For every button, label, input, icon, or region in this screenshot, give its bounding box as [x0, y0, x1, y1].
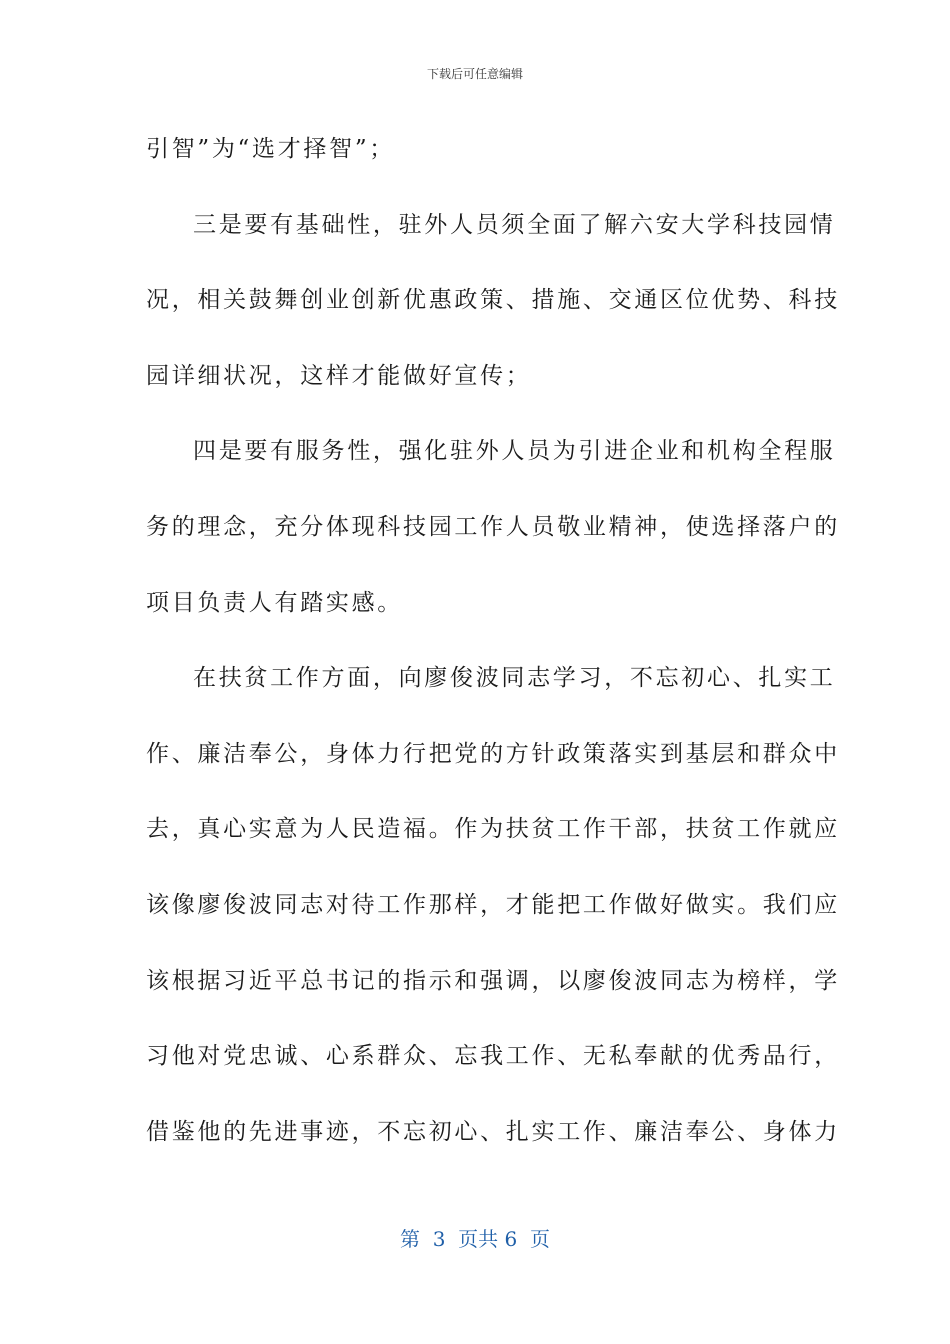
text-line: 四是要有服务性，强化驻外人员为引进企业和机构全程服 — [193, 438, 836, 465]
text-line: 况，相关鼓舞创业创新优惠政策、措施、交通区位优势、科技 — [146, 287, 840, 314]
text-line: 项目负责人有踏实感。 — [146, 589, 403, 616]
text-line: 该像廖俊波同志对待工作那样，才能把工作做好做实。我们应 — [146, 891, 840, 918]
end-label: 页 — [529, 1227, 550, 1251]
text-line: 去，真心实意为人民造福。作为扶贫工作干部，扶贫工作就应 — [146, 816, 840, 843]
text-line: 在扶贫工作方面，向廖俊波同志学习，不忘初心、扎实工 — [193, 665, 836, 692]
text-line: 借鉴他的先进事迹，不忘初心、扎实工作、廉洁奉公、身体力 — [146, 1118, 840, 1145]
text-line: 三是要有基础性，驻外人员须全面了解六安大学科技园情 — [193, 211, 836, 238]
page-footer — [0, 1226, 950, 1252]
paragraph — [146, 188, 840, 415]
page-header: 下载后可任意编辑 — [426, 67, 523, 81]
page-label: 第 — [400, 1227, 420, 1251]
total-pages-number: 6 — [504, 1227, 518, 1251]
paragraph — [146, 112, 806, 188]
text-line: 园详细状况，这样才能做好宣传； — [146, 362, 532, 389]
text-line: 务的理念，充分体现科技园工作人员敬业精神，使选择落户的 — [146, 513, 840, 540]
text-line: 作、廉洁奉公，身体力行把党的方针政策落实到基层和群众中 — [146, 740, 840, 767]
paragraph — [146, 641, 840, 1170]
text-line: 引智”为“选才择智”； — [146, 136, 395, 162]
current-page-number: 3 — [432, 1227, 446, 1251]
of-label: 页共 — [458, 1227, 499, 1251]
text-line: 习他对党忠诚、心系群众、忘我工作、无私奉献的优秀品行， — [146, 1043, 840, 1070]
text-line: 该根据习近平总书记的指示和强调，以廖俊波同志为榜样，学 — [146, 967, 840, 994]
paragraph — [146, 414, 840, 641]
document-body — [146, 112, 840, 1170]
